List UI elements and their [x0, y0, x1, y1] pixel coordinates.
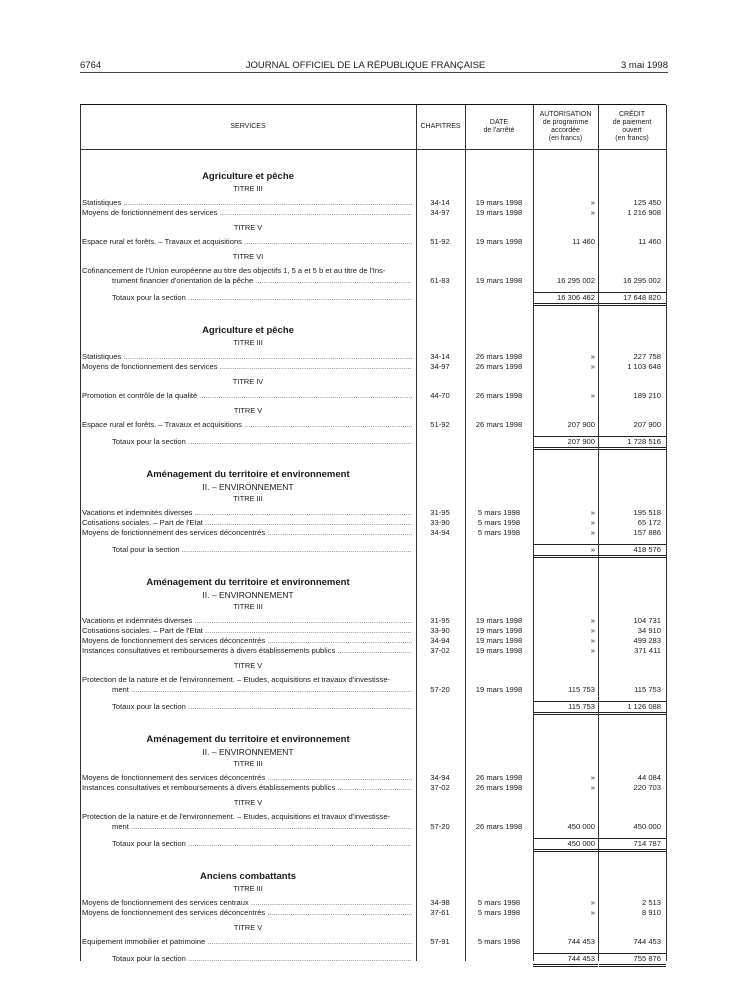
chapitre-cell: 34-14 — [430, 198, 450, 207]
column-header-chapitres: CHAPITRES — [420, 123, 461, 130]
service-label: Cofinancement de l'Union européenne au titre des objectifs 1, 5 a et 5 b et au titre de l'Ins- — [82, 266, 386, 275]
table-row — [80, 518, 666, 528]
date-cell: 5 mars 1998 — [477, 528, 521, 537]
autorisation-cell: » — [590, 508, 595, 517]
credit-cell: 11 460 — [638, 237, 661, 246]
service-label: Moyens de fonctionnement des services ..... — [82, 362, 412, 372]
date-cell: 19 mars 1998 — [475, 237, 523, 246]
total-autorisation: 207 900 — [567, 437, 595, 446]
credit-cell: 157 886 — [633, 528, 661, 537]
autorisation-cell: 115 753 — [568, 685, 595, 694]
section-title: Aménagement du territoire et environnement — [146, 469, 350, 480]
chapitre-cell: 34-94 — [430, 636, 450, 645]
date-cell: 19 mars 1998 — [475, 208, 523, 217]
table-row — [80, 898, 666, 908]
autorisation-cell: 450 000 — [567, 822, 595, 831]
table-row — [80, 616, 666, 626]
chapitre-cell: 34-94 — [430, 528, 450, 537]
date-cell: 26 mars 1998 — [475, 822, 523, 831]
service-label: Espace rural et forêts. – Travaux et acquisitions ..... — [82, 237, 412, 247]
chapitre-cell: 37-02 — [430, 646, 450, 655]
autorisation-cell: » — [590, 362, 595, 371]
credit-cell: 189 210 — [633, 391, 661, 400]
total-credit: 17 648 820 — [622, 293, 661, 302]
credit-cell: 371 411 — [634, 646, 661, 655]
page-number: 6764 — [80, 60, 102, 71]
service-label: Instances consultatives et remboursements à divers établissements publics ..... — [82, 646, 412, 656]
autorisation-cell: 16 295 002 — [556, 276, 595, 285]
credits-table — [80, 104, 666, 961]
autorisation-cell: » — [590, 518, 595, 527]
titre-heading: TITRE V — [233, 406, 263, 415]
table-row — [80, 352, 666, 362]
autorisation-cell: » — [590, 636, 595, 645]
table-row — [80, 208, 666, 218]
date-cell: 19 mars 1998 — [475, 685, 523, 694]
service-label: Moyens de fonctionnement des services déconcentrés ..... — [82, 528, 412, 538]
date-cell: 19 mars 1998 — [475, 646, 523, 655]
publication-date: 3 mai 1998 — [620, 60, 668, 71]
chapitre-cell: 34-98 — [430, 898, 450, 907]
titre-heading: TITRE III — [233, 759, 263, 768]
section-title: Aménagement du territoire et environnement — [146, 734, 350, 745]
table-row — [80, 646, 666, 656]
table-row — [80, 937, 666, 947]
credit-cell: 125 450 — [633, 198, 661, 207]
date-cell: 5 mars 1998 — [477, 518, 521, 527]
table-row — [80, 266, 666, 276]
autorisation-cell: 744 453 — [567, 937, 595, 946]
total-credit: 418 576 — [633, 545, 661, 554]
total-label: Totaux pour la section ..... — [112, 293, 412, 303]
table-row — [80, 626, 666, 636]
table-row — [80, 812, 666, 822]
credit-cell: 44 084 — [637, 773, 661, 782]
service-label: Protection de la nature et de l'environnement. – Etudes, acquisitions et travaux d'investisse- — [82, 812, 391, 821]
table-row — [80, 237, 666, 247]
titre-heading: TITRE III — [233, 184, 263, 193]
table-border-right — [666, 105, 667, 961]
date-cell: 5 mars 1998 — [477, 508, 521, 517]
header-underline — [80, 149, 666, 150]
total-autorisation: 115 753 — [568, 702, 595, 711]
table-row — [80, 528, 666, 538]
service-label: Espace rural et forêts. – Travaux et acquisitions ..... — [82, 420, 412, 430]
date-cell: 19 mars 1998 — [475, 636, 523, 645]
column-header-credit: CRÉDIT de paiement ouvert (en francs) — [612, 111, 652, 142]
service-label: Cotisations sociales. – Part de l'Etat ..... — [82, 626, 412, 636]
total-label: Totaux pour la section ..... — [112, 954, 412, 964]
service-label-cont: ment ..... — [112, 685, 412, 695]
date-cell: 19 mars 1998 — [475, 198, 523, 207]
date-cell: 5 mars 1998 — [477, 898, 521, 907]
titre-heading: TITRE V — [233, 798, 263, 807]
date-cell: 26 mars 1998 — [475, 352, 523, 361]
total-autorisation: 450 000 — [567, 839, 595, 848]
table-row — [80, 508, 666, 518]
header-rule — [80, 72, 668, 73]
table-row — [80, 773, 666, 783]
service-label: Equipement immobilier et patrimoine ..... — [82, 937, 412, 947]
titre-heading: TITRE III — [233, 338, 263, 347]
chapitre-cell: 57-20 — [430, 685, 450, 694]
date-cell: 5 mars 1998 — [477, 908, 521, 917]
credit-cell: 115 753 — [634, 685, 661, 694]
total-credit: 1 126 088 — [627, 702, 661, 711]
table-row — [80, 783, 666, 793]
chapitre-cell: 37-02 — [430, 783, 450, 792]
total-label: Totaux pour la section ..... — [112, 839, 412, 849]
autorisation-cell: » — [590, 616, 595, 625]
autorisation-cell: » — [590, 626, 595, 635]
credit-cell: 8 910 — [641, 908, 661, 917]
credit-cell: 744 453 — [633, 937, 661, 946]
chapitre-cell: 44-70 — [430, 391, 450, 400]
total-row — [80, 702, 666, 712]
chapitre-cell: 34-14 — [430, 352, 450, 361]
credit-cell: 207 900 — [633, 420, 661, 429]
service-label: Statistiques ..... — [82, 352, 412, 362]
credit-cell: 450 000 — [633, 822, 661, 831]
service-label: Moyens de fonctionnement des services déconcentrés ..... — [82, 908, 412, 918]
service-label: Moyens de fonctionnement des services déconcentrés ..... — [82, 636, 412, 646]
chapitre-cell: 34-97 — [430, 208, 450, 217]
service-label: Vacations et indemnités diverses ..... — [82, 508, 412, 518]
autorisation-cell: » — [590, 773, 595, 782]
section-title: Agriculture et pêche — [202, 171, 294, 182]
table-row — [80, 822, 666, 832]
service-label: Instances consultatives et remboursements à divers établissements publics ..... — [82, 783, 412, 793]
service-label-cont: ment ..... — [112, 822, 412, 832]
table-row — [80, 685, 666, 695]
autorisation-cell: » — [590, 391, 595, 400]
autorisation-cell: » — [590, 898, 595, 907]
autorisation-cell: » — [590, 198, 595, 207]
date-cell: 5 mars 1998 — [477, 937, 521, 946]
credit-cell: 227 758 — [633, 352, 661, 361]
autorisation-cell: » — [590, 783, 595, 792]
table-row — [80, 675, 666, 685]
journal-title: JOURNAL OFFICIEL DE LA RÉPUBLIQUE FRANÇAISE — [245, 60, 486, 71]
section-subtitle: II. – ENVIRONNEMENT — [202, 482, 294, 492]
table-row — [80, 908, 666, 918]
total-autorisation: 744 453 — [567, 954, 595, 963]
table-row — [80, 391, 666, 401]
chapitre-cell: 37-61 — [430, 908, 450, 917]
credit-cell: 2 513 — [641, 898, 661, 907]
chapitre-cell: 51-92 — [430, 420, 450, 429]
titre-heading: TITRE III — [233, 494, 263, 503]
chapitre-cell: 31-95 — [430, 616, 450, 625]
total-credit: 1 728 516 — [627, 437, 661, 446]
total-credit: 755 876 — [633, 954, 661, 963]
titre-heading: TITRE VI — [232, 252, 264, 261]
credit-cell: 16 295 002 — [622, 276, 661, 285]
total-label: Totaux pour la section ..... — [112, 702, 412, 712]
chapitre-cell: 31-95 — [430, 508, 450, 517]
total-row — [80, 839, 666, 849]
titre-heading: TITRE III — [233, 884, 263, 893]
date-cell: 19 mars 1998 — [475, 626, 523, 635]
service-label: Cotisations sociales. – Part de l'Etat ..... — [82, 518, 412, 528]
total-label: Total pour la section ..... — [112, 545, 412, 555]
titre-heading: TITRE V — [233, 223, 263, 232]
total-row — [80, 545, 666, 555]
date-cell: 19 mars 1998 — [475, 276, 523, 285]
titre-heading: TITRE III — [233, 602, 263, 611]
titre-heading: TITRE V — [233, 661, 263, 670]
column-header-date: DATE de l'arrêté — [483, 119, 515, 134]
chapitre-cell: 51-92 — [430, 237, 450, 246]
service-label: Moyens de fonctionnement des services ..... — [82, 208, 412, 218]
chapitre-cell: 61-83 — [430, 276, 450, 285]
table-row — [80, 198, 666, 208]
table-row — [80, 362, 666, 372]
credit-cell: 1 216 908 — [627, 208, 661, 217]
credit-cell: 104 731 — [633, 616, 661, 625]
section-subtitle: II. – ENVIRONNEMENT — [202, 747, 294, 757]
table-row — [80, 420, 666, 430]
date-cell: 26 mars 1998 — [475, 391, 523, 400]
date-cell: 26 mars 1998 — [475, 773, 523, 782]
autorisation-cell: » — [590, 528, 595, 537]
section-title: Anciens combattants — [199, 871, 297, 882]
autorisation-cell: » — [590, 208, 595, 217]
chapitre-cell: 57-20 — [430, 822, 450, 831]
section-title: Aménagement du territoire et environnement — [146, 577, 350, 588]
date-cell: 19 mars 1998 — [475, 616, 523, 625]
credit-cell: 34 910 — [637, 626, 661, 635]
service-label: Promotion et contrôle de la qualité ..... — [82, 391, 412, 401]
chapitre-cell: 33-90 — [430, 518, 450, 527]
total-label: Totaux pour la section ..... — [112, 437, 412, 447]
credit-cell: 65 172 — [637, 518, 661, 527]
chapitre-cell: 34-94 — [430, 773, 450, 782]
chapitre-cell: 34-97 — [430, 362, 450, 371]
total-credit: 714 787 — [633, 839, 661, 848]
autorisation-cell: 207 900 — [567, 420, 595, 429]
service-label: Vacations et indemnités diverses ..... — [82, 616, 412, 626]
section-title: Agriculture et pêche — [202, 325, 294, 336]
autorisation-cell: » — [590, 352, 595, 361]
section-subtitle: II. – ENVIRONNEMENT — [202, 590, 294, 600]
date-cell: 26 mars 1998 — [475, 362, 523, 371]
chapitre-cell: 33-90 — [430, 626, 450, 635]
table-row — [80, 276, 666, 286]
service-label: Statistiques ..... — [82, 198, 412, 208]
service-label-cont: trument financier d'orientation de la pêche ..... — [112, 276, 412, 286]
credit-cell: 195 518 — [633, 508, 661, 517]
column-header-autorisation: AUTORISATION de programme accordée (en francs) — [539, 111, 592, 142]
chapitre-cell: 57-91 — [430, 937, 450, 946]
total-row — [80, 437, 666, 447]
autorisation-cell: » — [590, 646, 595, 655]
service-label: Moyens de fonctionnement des services centraux ..... — [82, 898, 412, 908]
total-row — [80, 954, 666, 964]
date-cell: 26 mars 1998 — [475, 783, 523, 792]
service-label: Moyens de fonctionnement des services déconcentrés ..... — [82, 773, 412, 783]
total-autorisation: » — [590, 545, 595, 554]
credit-cell: 499 283 — [633, 636, 661, 645]
total-autorisation: 16 306 462 — [556, 293, 595, 302]
service-label: Protection de la nature et de l'environnement. – Etudes, acquisitions et travaux d'investisse- — [82, 675, 391, 684]
credit-cell: 220 703 — [633, 783, 661, 792]
date-cell: 26 mars 1998 — [475, 420, 523, 429]
titre-heading: TITRE IV — [232, 377, 264, 386]
autorisation-cell: » — [590, 908, 595, 917]
column-header-services: SERVICES — [230, 123, 266, 130]
total-row — [80, 293, 666, 303]
credit-cell: 1 103 648 — [627, 362, 661, 371]
table-row — [80, 636, 666, 646]
titre-heading: TITRE V — [233, 923, 263, 932]
autorisation-cell: 11 460 — [572, 237, 595, 246]
